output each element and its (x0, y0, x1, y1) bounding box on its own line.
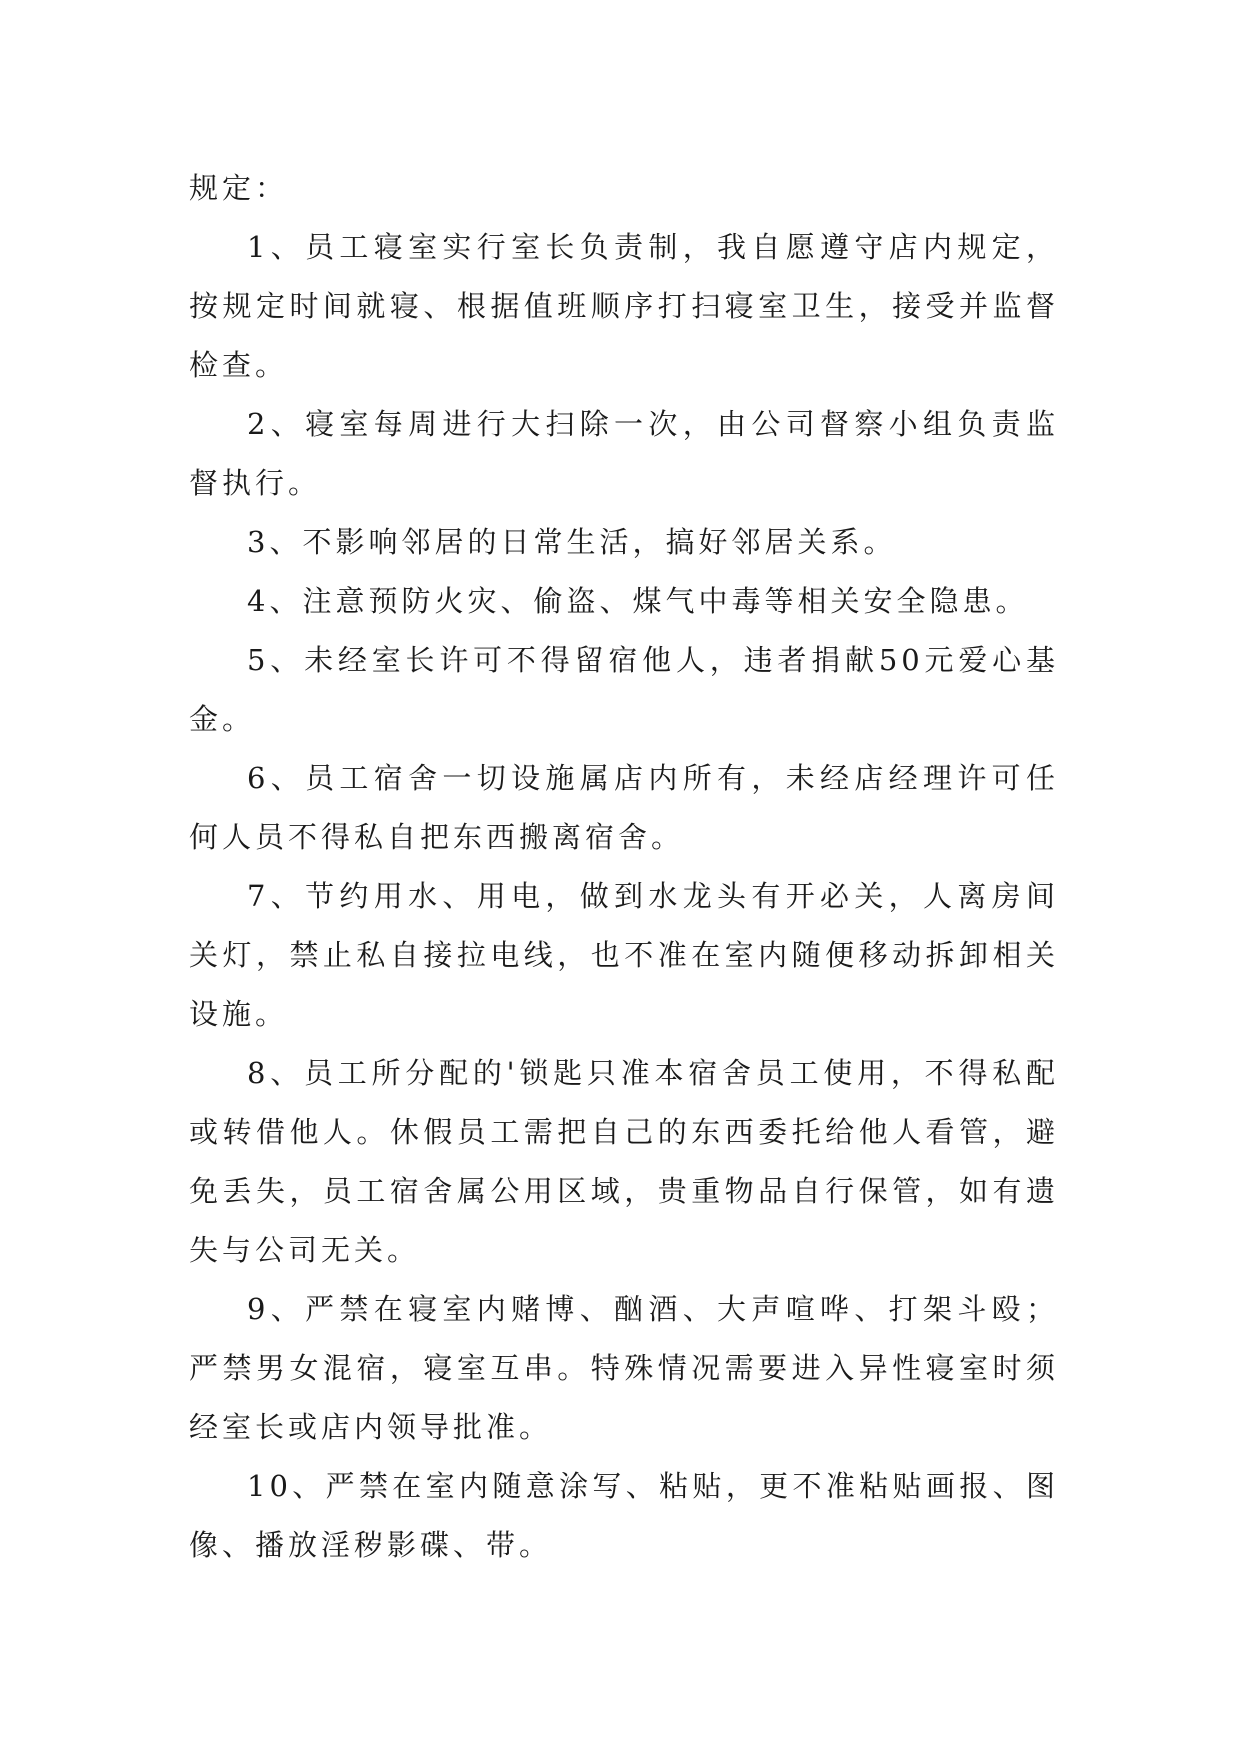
rule-item-7: 7、节约用水、用电，做到水龙头有开必关，人离房间关灯，禁止私自接拉电线，也不准在室内随便移动拆卸相关设施。 (189, 879, 1059, 1031)
rule-item-8: 8、员工所分配的'锁匙只准本宿舍员工使用，不得私配或转借他人。休假员工需把自己的东西委托给他人看管，避免丢失，员工宿舍属公用区域，贵重物品自行保管，如有遗失与公司无关。 (189, 1056, 1059, 1267)
rule-item-6: 6、员工宿舍一切设施属店内所有，未经店经理许可任何人员不得私自把东西搬离宿舍。 (189, 761, 1059, 854)
rule-item-1: 1、员工寝室实行室长负责制，我自愿遵守店内规定，按规定时间就寝、根据值班顺序打扫寝室卫生，接受并监督检查。 (189, 230, 1059, 382)
rule-item-5: 5、未经室长许可不得留宿他人，违者捐献50元爱心基金。 (189, 643, 1059, 736)
rule-item-9: 9、严禁在寝室内赌博、酗酒、大声喧哗、打架斗殴；严禁男女混宿，寝室互串。特殊情况需要进入异性寝室时须经室长或店内领导批准。 (189, 1292, 1059, 1444)
document-body (189, 159, 1059, 1575)
rule-item-2: 2、寝室每周进行大扫除一次，由公司督察小组负责监督执行。 (189, 407, 1059, 500)
rule-item-4: 4、注意预防火灾、偷盗、煤气中毒等相关安全隐患。 (247, 584, 1029, 618)
rule-item-3: 3、不影响邻居的日常生活，搞好邻居关系。 (247, 525, 897, 559)
rule-item-10: 10、严禁在室内随意涂写、粘贴，更不准粘贴画报、图像、播放淫秽影碟、带。 (189, 1469, 1059, 1562)
intro-heading: 规定： (189, 171, 289, 205)
